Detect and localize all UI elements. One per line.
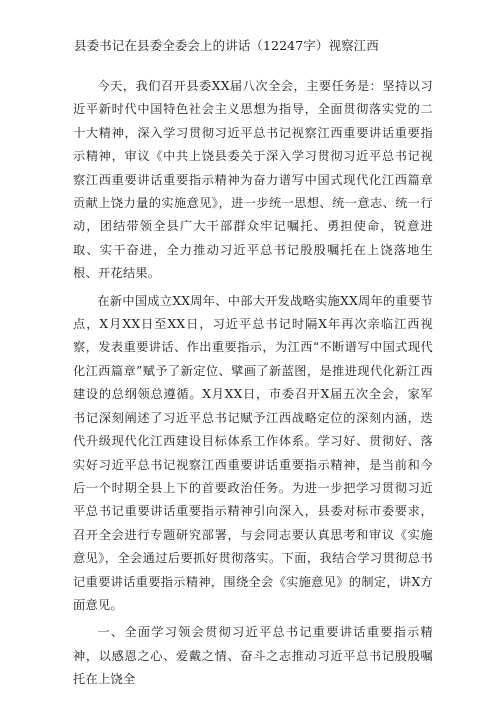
document-body [73, 75, 433, 696]
document-title: 县委书记在县委全委会上的讲话（12247字）视察江西 [74, 38, 379, 53]
paragraph-opening: 今天，我们召开县委XX届八次全会，主要任务是：坚持以习近平新时代中国特色社会主义思想为指导，全面贯彻落实党的二十大精神，深入学习贯彻习近平总书记视察江西重要讲话重要指示精神，审议《中共上饶县委关于深入学习贯彻习近平总书记视察江西重要讲话重要指示精神为奋力谱写中国式现代化江西篇章贡献上饶力量的实施意见》，进一步统一思想、统一意志、统一行动，团结带领全县广大干部群众牢记嘱托、勇担使命，锐意进取、实干奋进，全力推动习近平总书记殷殷嘱托在上饶落地生根、开花结果。 [73, 79, 433, 281]
paragraph-section-one: 一、全面学习领会贯彻习近平总书记重要讲话重要指示精神，以感恩之心、爱戴之情、奋斗之志推动习近平总书记殷殷嘱托在上饶全 [73, 625, 433, 687]
paragraph-background: 在新中国成立XX周年、中部大开发战略实施XX周年的重要节点，X月XX日至XX日，习近平总书记时隔X年再次亲临江西视察，发表重要讲话、作出重要指示，为江西“不断谱写中国式现代化江西篇章”赋予了新定位、擘画了新蓝图，是推进现代化新江西建设的总纲领总遵循。X月XX日，市委召开X届五次全会，家军书记深刻阐述了习近平总书记赋予江西战略定位的深刻内涵，迭代升级现代化江西建设目标体系工作体系。学习好、贯彻好、落实好习近平总书记视察江西重要讲话重要指示精神，是当前和今后一个时期全县上下的首要政治任务。为进一步把学习贯彻习近平总书记重要讲话重要指示精神引向深入，县委对标市委要求，召开全会进行专题研究部署，与会同志要认真思考和审议《实施意见》，全会通过后要抓好贯彻落实。下面，我结合学习贯彻总书记重要讲话重要指示精神，围绕全会《实施意见》的制定，讲X方面意见。 [73, 293, 433, 612]
